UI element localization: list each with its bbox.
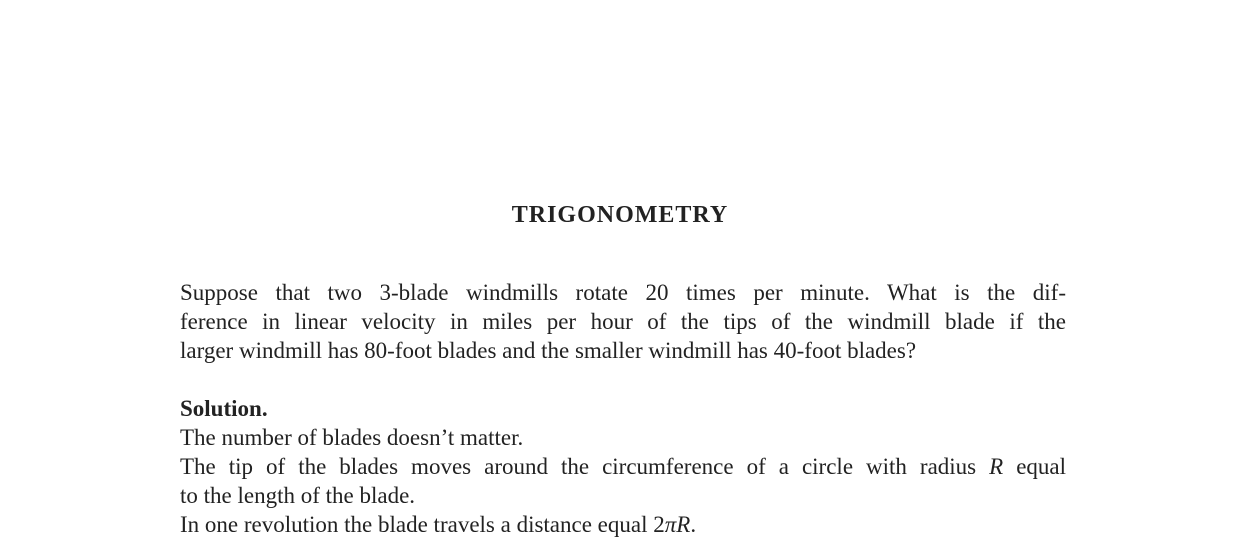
- solution-line-2: [180, 452, 1066, 481]
- problem-line-3: larger windmill has 80-foot blades and the smaller windmill has 40-foot blades?: [180, 338, 917, 363]
- solution-line-4-tail: .: [690, 512, 697, 537]
- problem-line-1: Suppose that two 3-blade windmills rotate 20 times per minute. What is the dif-: [180, 280, 1066, 305]
- solution-line-2-tail: equal: [1003, 454, 1066, 479]
- solution-section: [180, 394, 1066, 539]
- math-pi-symbol: π: [664, 512, 677, 537]
- solution-heading: Solution.: [180, 396, 268, 421]
- page-title: TRIGONOMETRY: [511, 202, 729, 228]
- solution-line-4-text: In one revolution the blade travels a distance equal 2: [180, 512, 665, 537]
- solution-line-2-text: The tip of the blades moves around the circumference of a circle with radius: [180, 454, 990, 479]
- math-variable-r: R: [989, 454, 1004, 479]
- math-variable-r-2: R: [676, 512, 691, 537]
- solution-line-1: The number of blades doesn’t matter.: [180, 425, 524, 450]
- solution-line-4: [180, 510, 1066, 539]
- problem-line-2: ference in linear velocity in miles per hour of the tips of the windmill blade if the: [180, 309, 1066, 334]
- problem-statement: [180, 278, 1066, 365]
- solution-line-3: to the length of the blade.: [180, 483, 416, 508]
